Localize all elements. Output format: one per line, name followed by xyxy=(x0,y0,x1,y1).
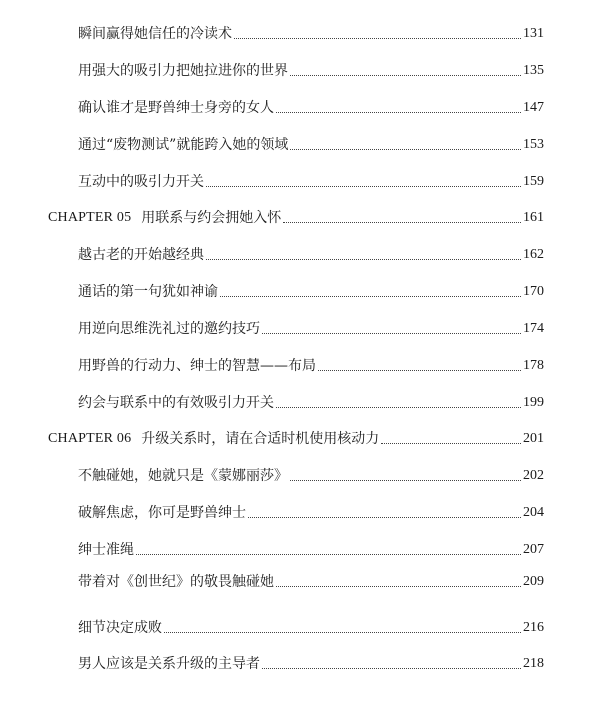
toc-entry xyxy=(78,316,544,338)
toc-entry xyxy=(78,132,544,154)
toc-entry-page: 202 xyxy=(523,468,544,483)
toc-entry-page: 147 xyxy=(523,100,544,115)
toc-entry xyxy=(78,463,544,485)
toc-entry-title: 用强大的吸引力把她拉进你的世界 xyxy=(78,63,288,79)
toc-entry-title: 约会与联系中的有效吸引力开关 xyxy=(78,395,274,411)
toc-entry-title: 确认谁才是野兽绅士身旁的女人 xyxy=(78,100,274,116)
dot-leader xyxy=(290,75,521,76)
dot-leader xyxy=(381,443,521,444)
toc-entry-title: 互动中的吸引力开关 xyxy=(78,174,204,190)
toc-chapter-entry xyxy=(48,426,544,448)
toc-entry-title: 男人应该是关系升级的主导者 xyxy=(78,656,260,672)
dot-leader xyxy=(262,333,521,334)
dot-leader xyxy=(164,632,521,633)
toc-entry xyxy=(78,537,544,559)
dot-leader xyxy=(248,517,521,518)
toc-entry-page: 162 xyxy=(523,247,544,262)
toc-entry-title: 通话的第一句犹如神谕 xyxy=(78,284,218,300)
toc-entry xyxy=(78,353,544,375)
toc-entry-page: 218 xyxy=(523,656,544,671)
dot-leader xyxy=(220,296,521,297)
toc-entry xyxy=(78,390,544,412)
toc-entry-page: 216 xyxy=(523,620,544,635)
toc-entry xyxy=(78,651,544,673)
dot-leader xyxy=(206,259,521,260)
toc-entry-page: 161 xyxy=(523,210,544,225)
toc-entry-title: 不触碰她，她就只是《蒙娜丽莎》 xyxy=(78,468,288,484)
toc-entry xyxy=(78,95,544,117)
toc-entry-title: 用野兽的行动力、绅士的智慧——布局 xyxy=(78,358,316,374)
toc-entry xyxy=(78,279,544,301)
toc-entry-title: 用逆向思维洗礼过的邀约技巧 xyxy=(78,321,260,337)
toc-chapter-entry xyxy=(48,205,544,227)
toc-entry-page: 178 xyxy=(523,358,544,373)
chapter-number: CHAPTER 06 xyxy=(48,431,132,446)
dot-leader xyxy=(276,407,521,408)
toc-entry-page: 170 xyxy=(523,284,544,299)
dot-leader xyxy=(234,38,521,39)
toc-entry xyxy=(78,242,544,264)
dot-leader xyxy=(318,370,521,371)
toc-entry-page: 131 xyxy=(523,26,544,41)
toc-entry-title: 绅士准绳 xyxy=(78,542,134,558)
chapter-number: CHAPTER 05 xyxy=(48,210,132,225)
toc-entry-title: 破解焦虑，你可是野兽绅士 xyxy=(78,505,246,521)
dot-leader xyxy=(136,554,521,555)
toc-entry xyxy=(78,169,544,191)
toc-entry-page: 199 xyxy=(523,395,544,410)
dot-leader xyxy=(290,480,521,481)
toc-entry-page: 135 xyxy=(523,63,544,78)
dot-leader xyxy=(276,586,521,587)
toc-entry-page: 207 xyxy=(523,542,544,557)
chapter-title: 升级关系时，请在合适时机使用核动力 xyxy=(141,431,380,447)
toc-entry-title: 瞬间赢得她信任的冷读术 xyxy=(78,26,232,42)
toc-entry xyxy=(78,569,544,591)
toc-entry-page: 153 xyxy=(523,137,544,152)
toc-entry-title: 带着对《创世纪》的敬畏触碰她 xyxy=(78,574,274,590)
toc-entry-title: 越古老的开始越经典 xyxy=(78,247,204,263)
toc-entry-title: 细节决定成败 xyxy=(78,620,162,636)
toc-entry xyxy=(78,500,544,522)
dot-leader xyxy=(262,668,521,669)
dot-leader xyxy=(290,149,521,150)
toc-entry-title: 通过“废物测试”就能跨入她的领域 xyxy=(78,137,289,153)
toc-entry xyxy=(78,58,544,80)
dot-leader xyxy=(206,186,521,187)
dot-leader xyxy=(283,222,521,223)
toc-entry-page: 159 xyxy=(523,174,544,189)
toc-entry-page: 204 xyxy=(523,505,544,520)
toc-entry xyxy=(78,615,544,637)
dot-leader xyxy=(276,112,521,113)
toc-entry-page: 174 xyxy=(523,321,544,336)
chapter-title: 用联系与约会拥她入怀 xyxy=(141,210,282,226)
toc-entry-page: 209 xyxy=(523,574,544,589)
toc-entry-page: 201 xyxy=(523,431,544,446)
toc-entry xyxy=(78,21,544,43)
